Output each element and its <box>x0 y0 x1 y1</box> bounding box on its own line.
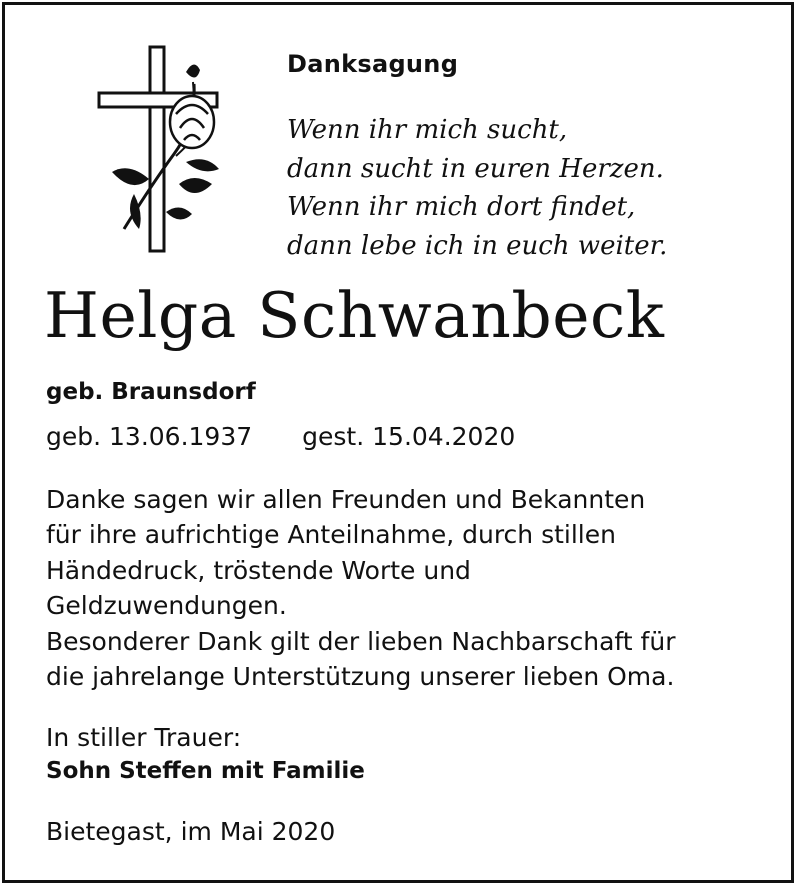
verse-line: Wenn ihr mich dort findet, <box>287 192 636 222</box>
notice-heading: Danksagung <box>287 50 459 78</box>
verse-line: dann lebe ich in euch weiter. <box>287 230 668 261</box>
deceased-name: Helga Schwanbeck <box>44 279 665 352</box>
memorial-verse <box>287 111 667 265</box>
message-line: für ihre aufrichtige Anteilnahme, durch stillen <box>46 520 616 550</box>
life-dates <box>46 422 515 451</box>
place-and-date: Bietegast, im Mai 2020 <box>46 817 336 846</box>
verse-line: dann sucht in euren Herzen. <box>287 153 664 184</box>
death-date: gest. 15.04.2020 <box>302 422 516 451</box>
message-line: Händedruck, tröstende Worte und <box>46 555 471 585</box>
maiden-name: geb. Braunsdorf <box>46 379 256 405</box>
message-line: Geldzuwendungen. <box>46 591 287 621</box>
cross-with-rose-icon <box>94 44 224 254</box>
message-line: Danke sagen wir allen Freunden und Bekannten <box>46 485 646 514</box>
message-line: die jahrelange Unterstützung unserer lieben Oma. <box>46 662 675 692</box>
mourning-label: In stiller Trauer: <box>46 723 242 752</box>
thanks-message <box>46 482 675 694</box>
message-line: Besonderer Dank gilt der lieben Nachbarschaft für <box>46 626 676 656</box>
birth-date: geb. 13.06.1937 <box>46 422 253 451</box>
mourners: Sohn Steffen mit Familie <box>46 758 365 784</box>
verse-line: Wenn ihr mich sucht, <box>287 115 568 145</box>
